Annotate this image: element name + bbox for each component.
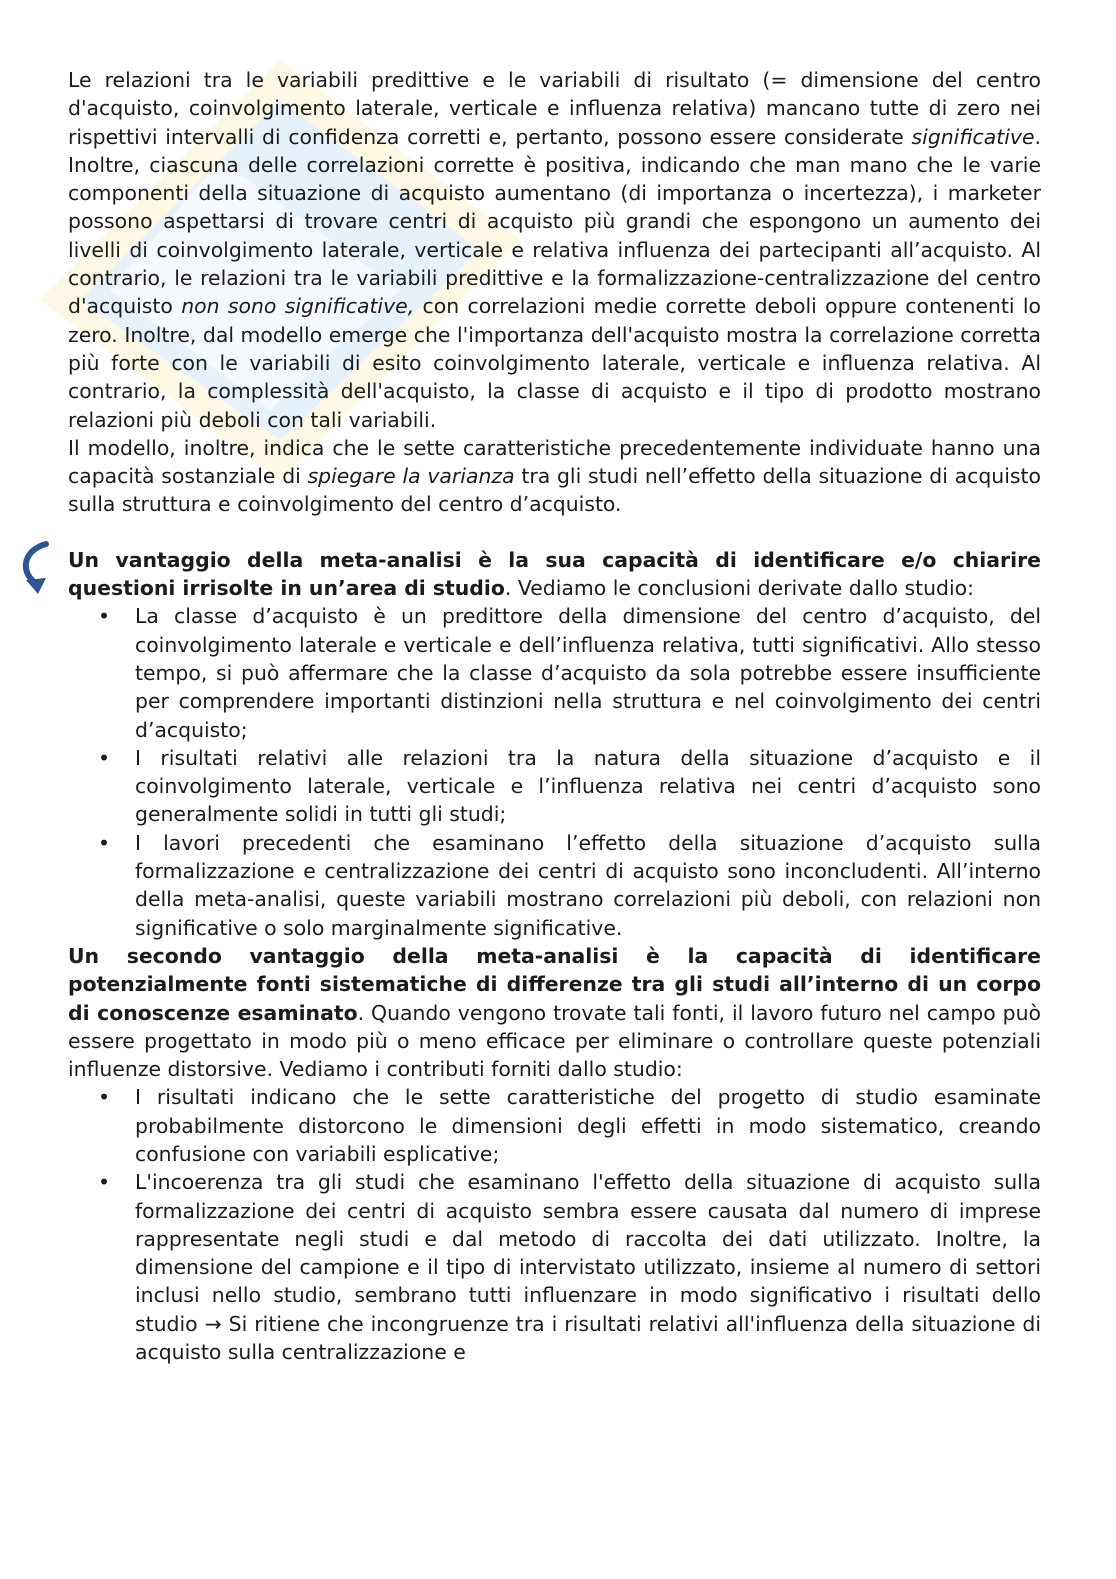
list-item: • La classe d’acquisto è un predittore della dimensione del centro d’acquisto, del coinvolgimento laterale e verticale e dell’influenza relativa, tutti significativi. Allo stesso tempo, si può affermare che la classe d’acquisto da sola potrebbe essere insufficiente per comprendere importanti distinzioni nella struttura e nel coinvolgimento dei centri d’acquisto; xyxy=(135,602,1041,743)
paragraph-3: Un vantaggio della meta-analisi è la sua capacità di identificare e/o chiarire questioni irrisolte in un’area di studio. Vediamo le conclusioni derivate dallo studio: xyxy=(68,547,1041,601)
paragraph-2: Il modello, inoltre, indica che le sette caratteristiche precedentemente individuate hanno una capacità sostanziale di spiegare la varianza tra gli studi nell’effetto della situazione di acquisto sulla struttura e coinvolgimento del centro d’acquisto. xyxy=(68,435,1041,517)
list-item: • I risultati relativi alle relazioni tra la natura della situazione d’acquisto e il coinvolgimento laterale, verticale e l’influenza relativa nei centri d’acquisto sono generalmente solidi in tutti gli studi; xyxy=(135,744,1041,829)
list-item: • I lavori precedenti che esaminano l’effetto della situazione d’acquisto sulla formalizzazione e centralizzazione dei centri di acquisto sono inconcludenti. All’interno della meta-analisi, queste variabili mostrano correlazioni più deboli, con relazioni non significative o solo marginalmente significative. xyxy=(135,829,1041,942)
bullet-list-1 xyxy=(68,602,1041,942)
list-item: • I risultati indicano che le sette caratteristiche del progetto di studio esaminate probabilmente distorcono le dimensioni degli effetti in modo sistematico, creando confusione con variabili esplicative; xyxy=(135,1083,1041,1168)
paragraph-4: Un secondo vantaggio della meta-analisi è la capacità di identificare potenzialmente fonti sistematiche di differenze tra gli studi all’interno di un corpo di conoscenze esaminato. Quando vengono trovate tali fonti, il lavoro futuro nel campo può essere progettato in modo più o meno efficace per eliminare o controllare queste potenziali influenze distorsive. Vediamo i contributi forniti dallo studio: xyxy=(68,943,1041,1082)
paragraph-gap xyxy=(68,519,1041,546)
document-body xyxy=(68,66,1041,1366)
curved-arrow-icon xyxy=(16,540,56,596)
bullet-list-2 xyxy=(68,1083,1041,1366)
right-arrow-icon: → xyxy=(204,1311,222,1336)
paragraph-1: Le relazioni tra le variabili predittive e le variabili di risultato (= dimensione del centro d'acquisto, coinvolgimento laterale, verticale e influenza relativa) mancano tutte di zero nei rispettivi intervalli di confidenza corretti e, pertanto, possono essere considerate significative. Inoltre, ciascuna delle correlazioni corrette è positiva, indicando che man mano che le varie componenti della situazione di acquisto aumentano (di importanza o incertezza), i marketer possono aspettarsi di trovare centri di acquisto più grandi che espongono un aumento dei livelli di coinvolgimento laterale, verticale e relativa influenza dei partecipanti all’acquisto. Al contrario, le relazioni tra le variabili predittive e la formalizzazione-centralizzazione del centro d'acquisto non sono significative, con correlazioni medie corrette deboli oppure contenenti lo zero. Inoltre, dal modello emerge che l'importanza dell'acquisto mostra la correlazione corretta più forte con le variabili di esito coinvolgimento laterale, verticale e influenza relativa. Al contrario, la complessità dell'acquisto, la classe di acquisto e il tipo di prodotto mostrano relazioni più deboli con tali variabili. xyxy=(68,68,1041,432)
list-item: • L'incoerenza tra gli studi che esaminano l'effetto della situazione di acquisto sulla formalizzazione dei centri di acquisto sembra essere causata dal numero di imprese rappresentate negli studi e dal metodo di raccolta dei dati utilizzato. Inoltre, la dimensione del campione e il tipo di intervistato utilizzato, insieme al numero di settori inclusi nello studio, sembrano tutti influenzare in modo significativo i risultati dello studio → Si ritiene che incongruenze tra i risultati relativi all'influenza della situazione di acquisto sulla centralizzazione e xyxy=(135,1168,1041,1366)
